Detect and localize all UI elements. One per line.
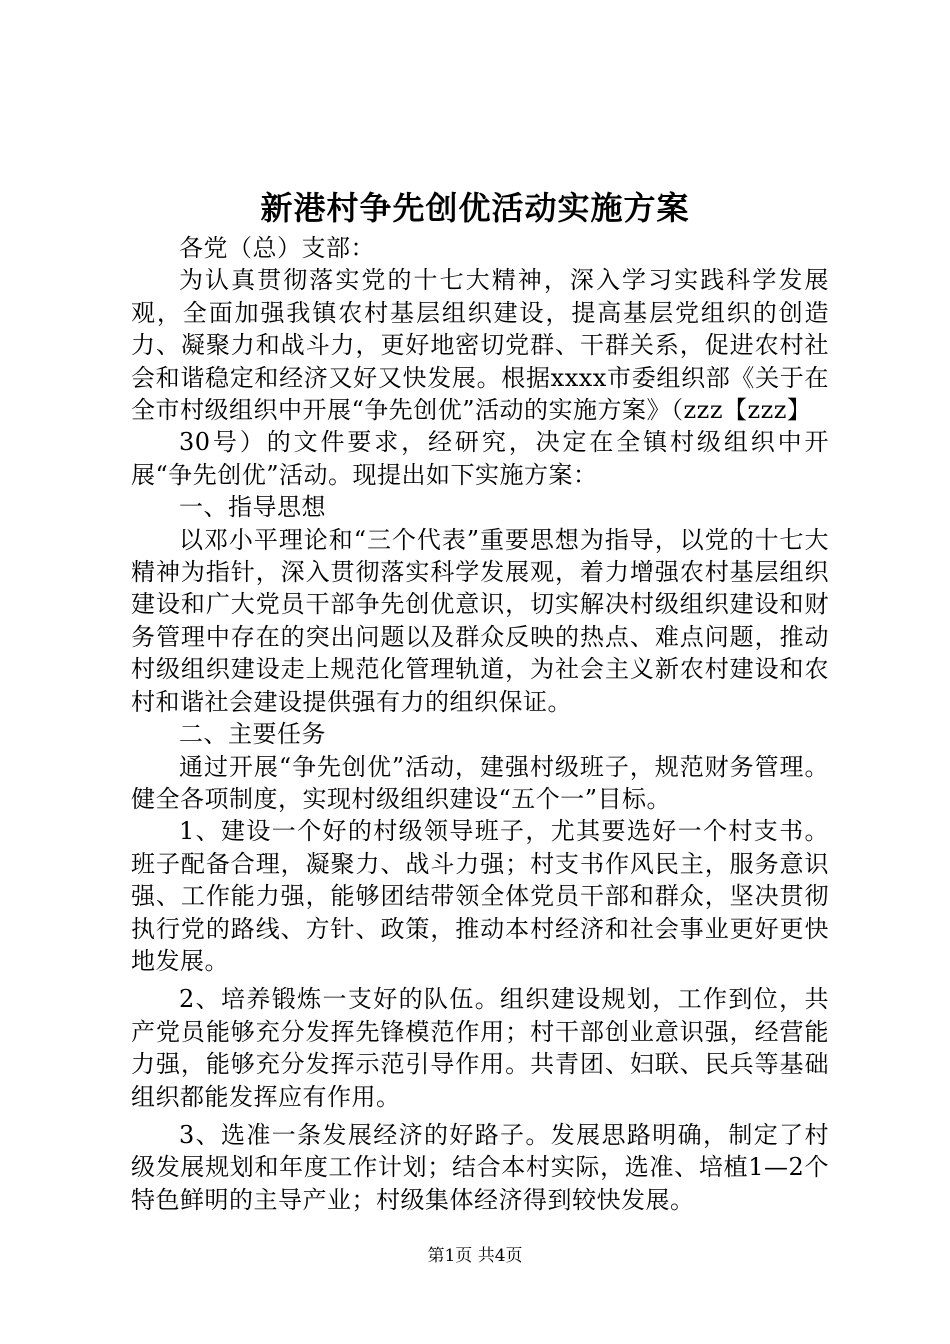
document-body (131, 232, 829, 1216)
page-number-footer: 第1页 共4页 (427, 1246, 523, 1266)
salutation: 各党（总）支部： (179, 234, 375, 262)
document-title: 新港村争先创优活动实施方案 (260, 189, 690, 227)
paragraph-task-2: 2、培养锻炼一支好的队伍。组织建设规划，工作到位，共产党员能够充分发挥先锋模范作用；村干部创业意识强，经营能力强，能够充分发挥示范引导作用。共青团、妇联、民兵等基础组织都能发挥应有作用。 (131, 985, 829, 1111)
paragraph-guiding-thought: 以邓小平理论和“三个代表”重要思想为指导，以党的十七大精神为指针，深入贯彻落实科学发展观，着力增强农村基层组织建设和广大党员干部争先创优意识，切实解决村级组织建设和财务管理中存在的突出问题以及群众反映的热点、难点问题，推动村级组织建设走上规范化管理轨道，为社会主义新农村建设和农村和谐社会建设提供强有力的组织保证。 (131, 525, 829, 716)
paragraph-task-3: 3、选准一条发展经济的好路子。发展思路明确，制定了村级发展规划和年度工作计划；结合本村实际，选准、培植1—2个特色鲜明的主导产业；村级集体经济得到较快发展。 (131, 1120, 829, 1214)
paragraph-intro: 为认真贯彻落实党的十七大精神，深入学习实践科学发展观，全面加强我镇农村基层组织建设，提高基层党组织的创造力、凝聚力和战斗力，更好地密切党群、干群关系，促进农村社会和谐稳定和经济又好又快发展。根据xxxx市委组织部《关于在全市村级组织中开展“争先创优”活动的实施方案》（zzz【zzz】 (131, 266, 829, 425)
section-heading-guiding-thought: 一、指导思想 (179, 493, 326, 522)
paragraph-main-tasks: 通过开展“争先创优”活动，建强村级班子，规范财务管理。健全各项制度，实现村级组织建设“五个一”目标。 (131, 752, 829, 813)
paragraph-intro-continued: 30号）的文件要求，经研究，决定在全镇村级组织中开展“争先创优”活动。现提出如下实施方案： (131, 428, 829, 489)
paragraph-task-1: 1、建设一个好的村级领导班子，尤其要选好一个村支书。班子配备合理，凝聚力、战斗力强；村支书作风民主，服务意识强、工作能力强，能够团结带领全体党员干部和群众，坚决贯彻执行党的路线、方针、政策，推动本村经济和社会事业更好更快地发展。 (131, 817, 829, 975)
section-heading-main-tasks: 二、主要任务 (179, 720, 326, 749)
